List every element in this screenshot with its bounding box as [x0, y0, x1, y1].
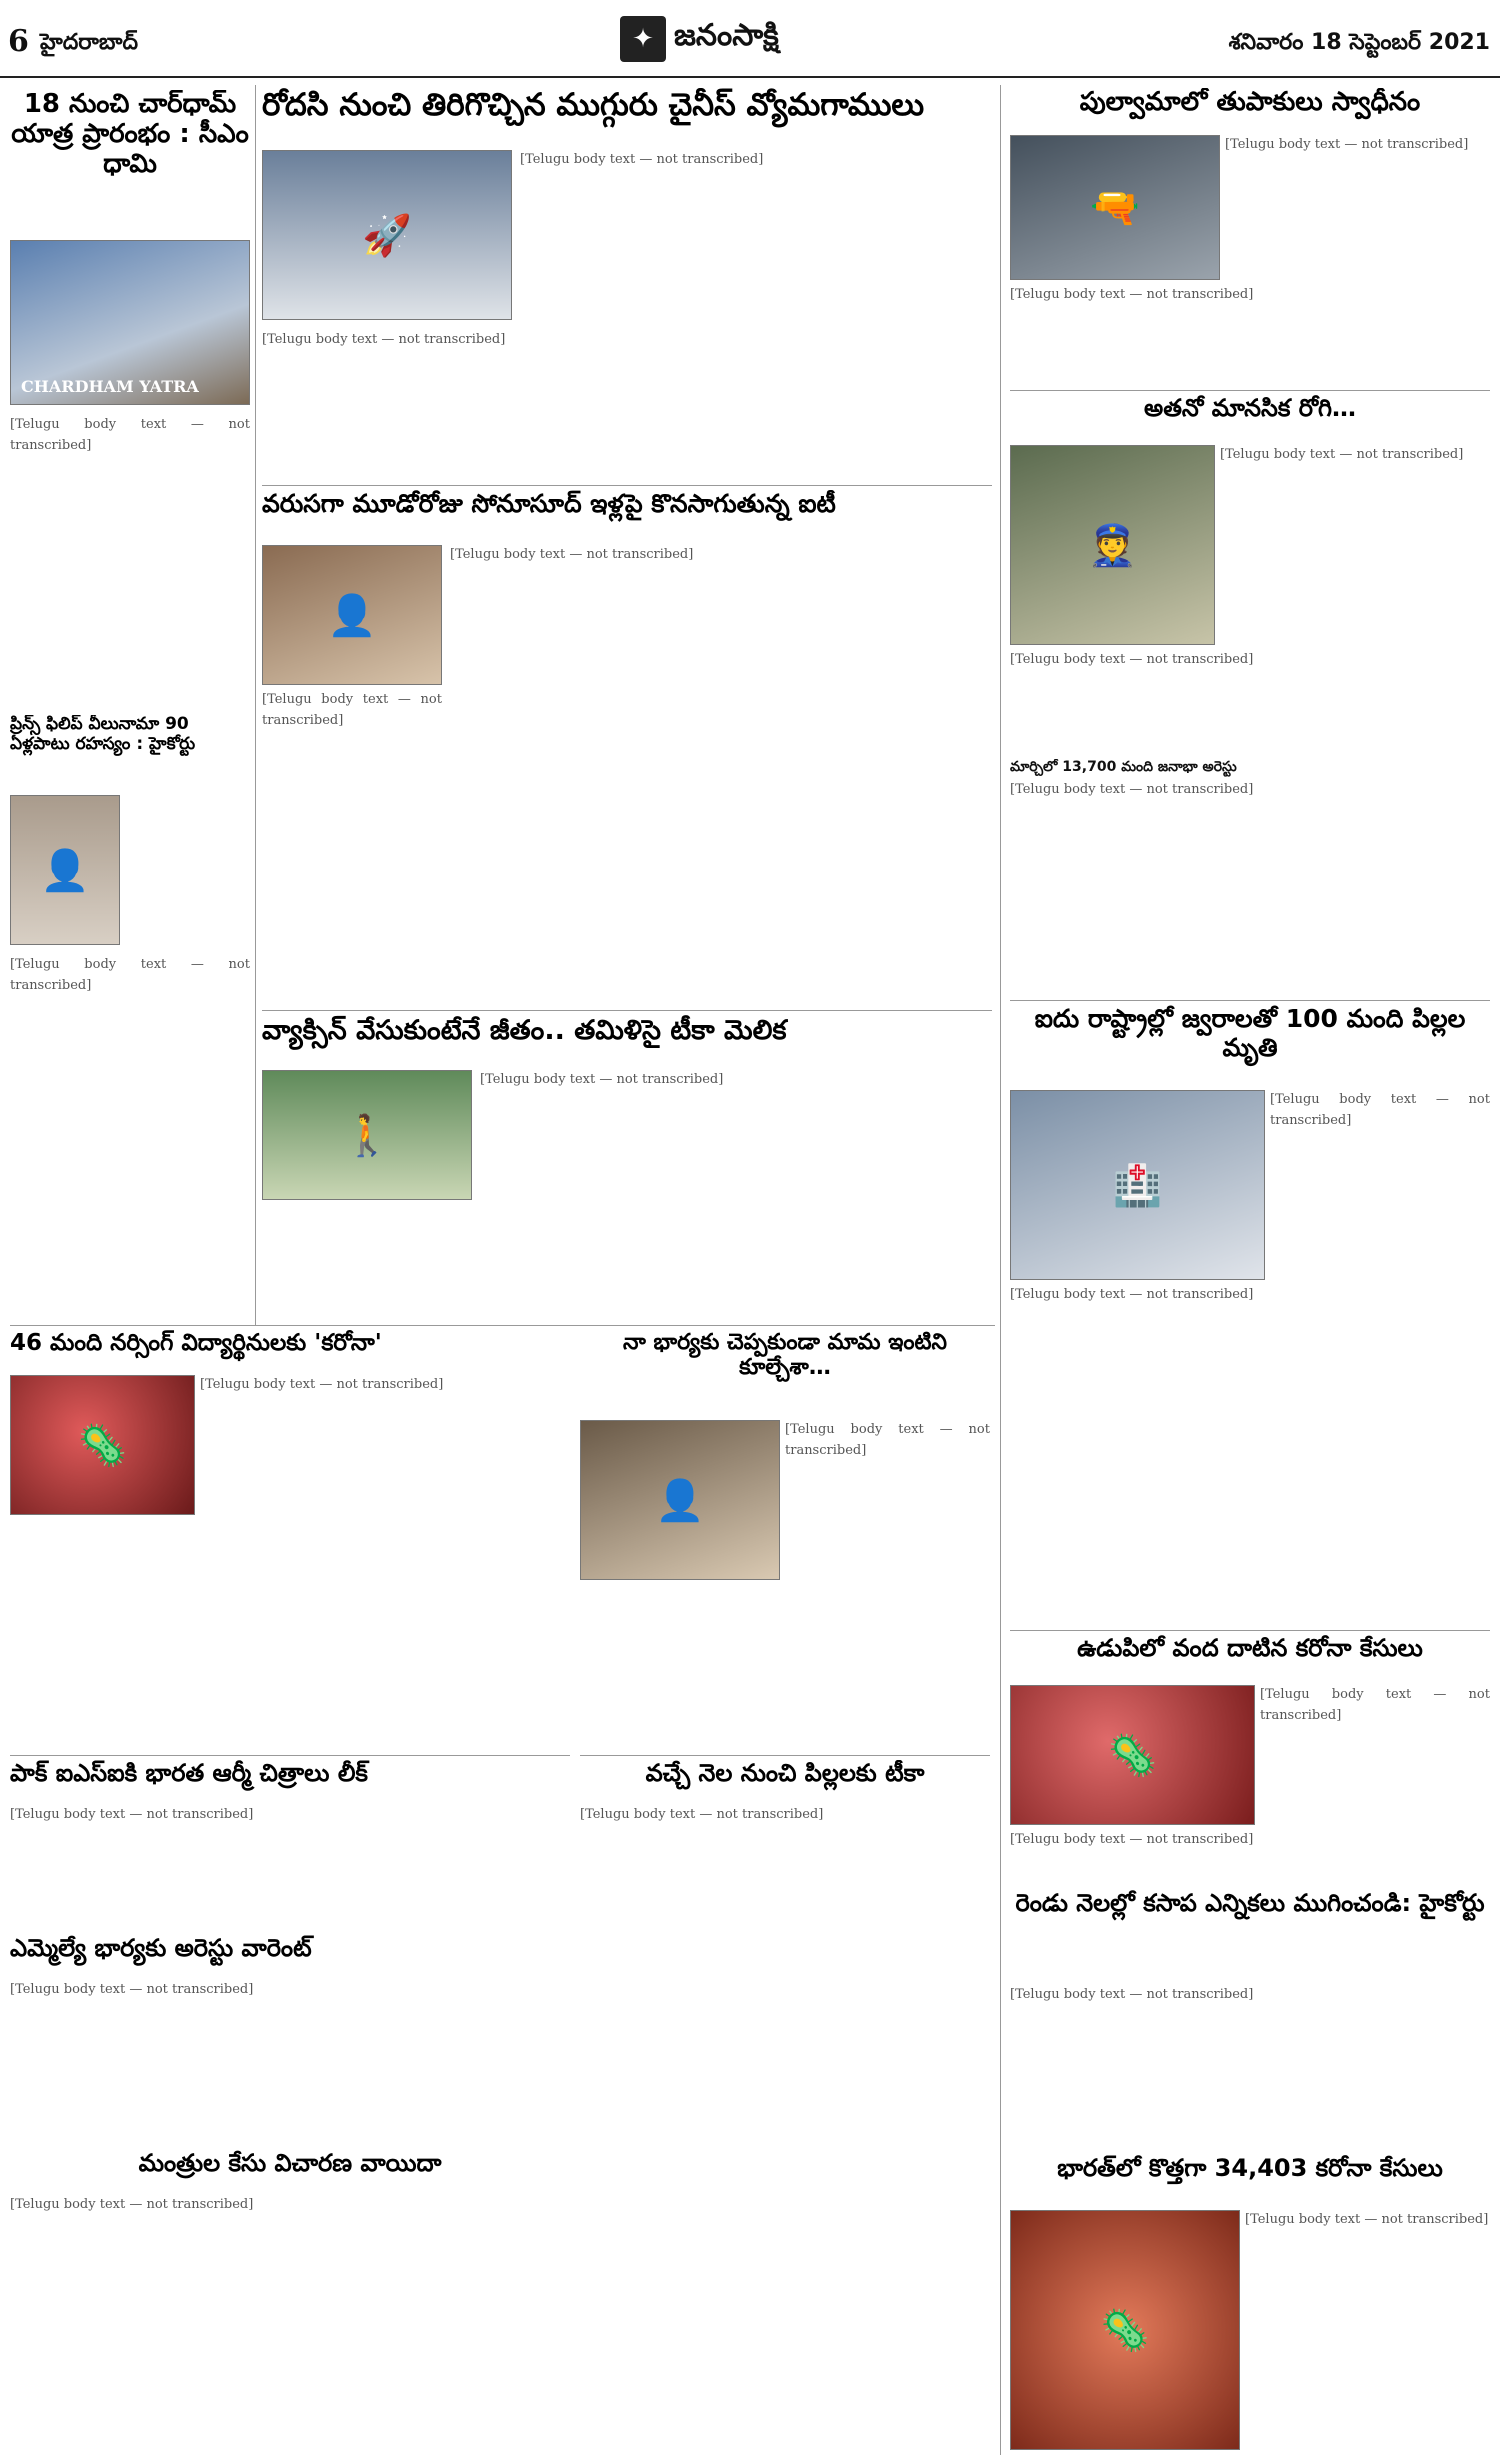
sonu-sood-photo: 👤 — [262, 545, 442, 685]
vaccine-rally-photo: 🚶 — [262, 1070, 472, 1200]
headline: వ్యాక్సిన్ వేసుకుంటేనే జీతం.. తమిళిసై టీకా మెలిక — [262, 1015, 787, 1046]
article-fever-deaths — [1010, 1005, 1490, 1090]
article-body: [Telugu body text — not transcribed] — [10, 1807, 254, 1822]
section-divider — [10, 1755, 570, 1756]
virus-photo: 🦠 — [1010, 1685, 1255, 1825]
article-ministers-case — [10, 2150, 570, 2195]
gadkari-photo: 👤 — [580, 1420, 780, 1580]
article-chinese-astronauts — [262, 88, 992, 148]
article-body: [Telugu body text — not transcribed] — [200, 1377, 444, 1392]
headline: వచ్చే నెల నుంచి పిల్లలకు టీకా — [645, 1760, 925, 1787]
article-body: [Telugu body text — not transcribed] — [1010, 287, 1254, 302]
issue-date: శనివారం 18 సెప్టెంబర్ 2021 — [1228, 30, 1490, 55]
article-udupi — [1010, 1635, 1490, 1680]
prince-philip-photo: 👤 — [10, 795, 120, 945]
article-children-vaccine — [580, 1760, 990, 1805]
article-pulwama — [1010, 88, 1490, 133]
section-divider — [1010, 390, 1490, 391]
article-body: [Telugu body text — not transcribed] — [10, 957, 250, 993]
masthead — [0, 0, 1500, 78]
headline: అతనో మానసిక రోగి… — [1144, 395, 1356, 422]
article-body: [Telugu body text — not transcribed] — [10, 2197, 254, 2212]
article-mla-wife — [10, 1935, 570, 1980]
page-number: 6 — [8, 24, 29, 59]
article-nursing — [10, 1330, 570, 1375]
article-body: [Telugu body text — not transcribed] — [1010, 1987, 1254, 2002]
section-divider — [262, 485, 992, 486]
logo-text: జనంసాక్షి — [674, 18, 779, 53]
headline: నా భార్యకు చెప్పకుండా మామ ఇంటిని కూల్చేశా… — [623, 1330, 947, 1381]
column-divider — [255, 85, 256, 1325]
article-body: [Telugu body text — not transcribed] — [1010, 1832, 1254, 1847]
subhead: మార్చిలో 13,700 మంది జనాభా అరెస్టు — [1010, 759, 1237, 775]
section-divider — [1010, 1630, 1490, 1631]
hospital-photo: 🏥 — [1010, 1090, 1265, 1280]
logo-icon: ✦ — [620, 16, 666, 62]
headline: ప్రిన్స్ ఫిలిప్ వీలునామా 90 ఏళ్లపాటు రహస్యం : హైకోర్టు — [10, 715, 196, 754]
article-body: [Telugu body text — not transcribed] — [1010, 782, 1254, 797]
article-body: [Telugu body text — not transcribed] — [1260, 1687, 1490, 1723]
article-pakistan-isi — [10, 1760, 570, 1805]
headline: మంత్రుల కేసు విచారణ వాయిదా — [138, 2150, 442, 2177]
article-body: [Telugu body text — not transcribed] — [10, 417, 250, 453]
headline: 18 నుంచి చార్‌ధామ్ యాత్ర ప్రారంభం : సీఎం ధామి — [11, 90, 249, 179]
article-body: [Telugu body text — not transcribed] — [1220, 447, 1464, 462]
article-gadkari — [580, 1330, 990, 1420]
article-body: [Telugu body text — not transcribed] — [1010, 652, 1254, 667]
article-kasapa — [1010, 1890, 1490, 1985]
headline: పుల్వామాలో తుపాకులు స్వాధీనం — [1079, 88, 1421, 117]
article-body: [Telugu body text — not transcribed] — [785, 1422, 990, 1458]
article-body: [Telugu body text — not transcribed] — [1245, 2212, 1489, 2227]
virus-photo: 🦠 — [1010, 2210, 1240, 2450]
headline: ఎమ్మెల్యే భార్యకు అరెస్టు వారెంట్ — [10, 1935, 312, 1962]
headline: ఐదు రాష్ట్రాల్లో జ్వరాలతో 100 మంది పిల్లల మృతి — [1034, 1005, 1466, 1062]
article-vaccine-salary — [262, 1015, 992, 1065]
article-body: [Telugu body text — not transcribed] — [10, 1982, 254, 1997]
section-divider — [262, 1010, 992, 1011]
astronauts-photo: 🚀 — [262, 150, 512, 320]
edition-city: హైదరాబాద్ — [40, 30, 138, 55]
article-body: [Telugu body text — not transcribed] — [262, 332, 506, 347]
article-body: [Telugu body text — not transcribed] — [520, 152, 764, 167]
headline: 46 మంది నర్సింగ్ విద్యార్థినులకు 'కరోనా' — [10, 1330, 382, 1356]
article-body: [Telugu body text — not transcribed] — [1225, 137, 1469, 152]
column-divider — [1000, 85, 1001, 2455]
chardham-photo — [10, 240, 250, 405]
headline: భారత్‌లో కొత్తగా 34,403 కరోనా కేసులు — [1057, 2155, 1443, 2182]
section-divider — [10, 1325, 995, 1326]
article-body: [Telugu body text — not transcribed] — [1270, 1092, 1490, 1128]
newspaper-logo — [620, 14, 880, 64]
headline: రెండు నెలల్లో కసాప ఎన్నికలు ముగించండి: హైకోర్టు — [1015, 1890, 1485, 1917]
article-body: [Telugu body text — not transcribed] — [1010, 1287, 1254, 1302]
weapons-photo: 🔫 — [1010, 135, 1220, 280]
virus-photo: 🦠 — [10, 1375, 195, 1515]
article-body: [Telugu body text — not transcribed] — [450, 547, 694, 562]
article-body: [Telugu body text — not transcribed] — [262, 692, 442, 728]
section-divider — [580, 1755, 990, 1756]
headline: వరుసగా మూడోరోజు సోనూసూద్ ఇళ్లపై కొనసాగుతున్న ఐటీ — [262, 490, 836, 518]
article-body: [Telugu body text — not transcribed] — [480, 1072, 724, 1087]
article-mental-patient — [1010, 395, 1490, 440]
headline: ఉడుపిలో వంద దాటిన కరోనా కేసులు — [1077, 1635, 1423, 1662]
police-officer-photo: 👮 — [1010, 445, 1215, 645]
headline: రోదసి నుంచి తిరిగొచ్చిన ముగ్గురు చైనీస్ వ్యోమగాములు — [262, 88, 925, 123]
article-prince-philip — [10, 715, 250, 795]
section-divider — [1010, 1000, 1490, 1001]
article-sonu-sood — [262, 490, 992, 540]
article-body: [Telugu body text — not transcribed] — [580, 1807, 824, 1822]
article-india-corona — [1010, 2155, 1490, 2205]
photo-caption: CHARDHAM YATRA — [21, 377, 199, 396]
headline: పాక్ ఐఎస్‌ఐకి భారత ఆర్మీ చిత్రాలు లీక్ — [10, 1760, 368, 1787]
